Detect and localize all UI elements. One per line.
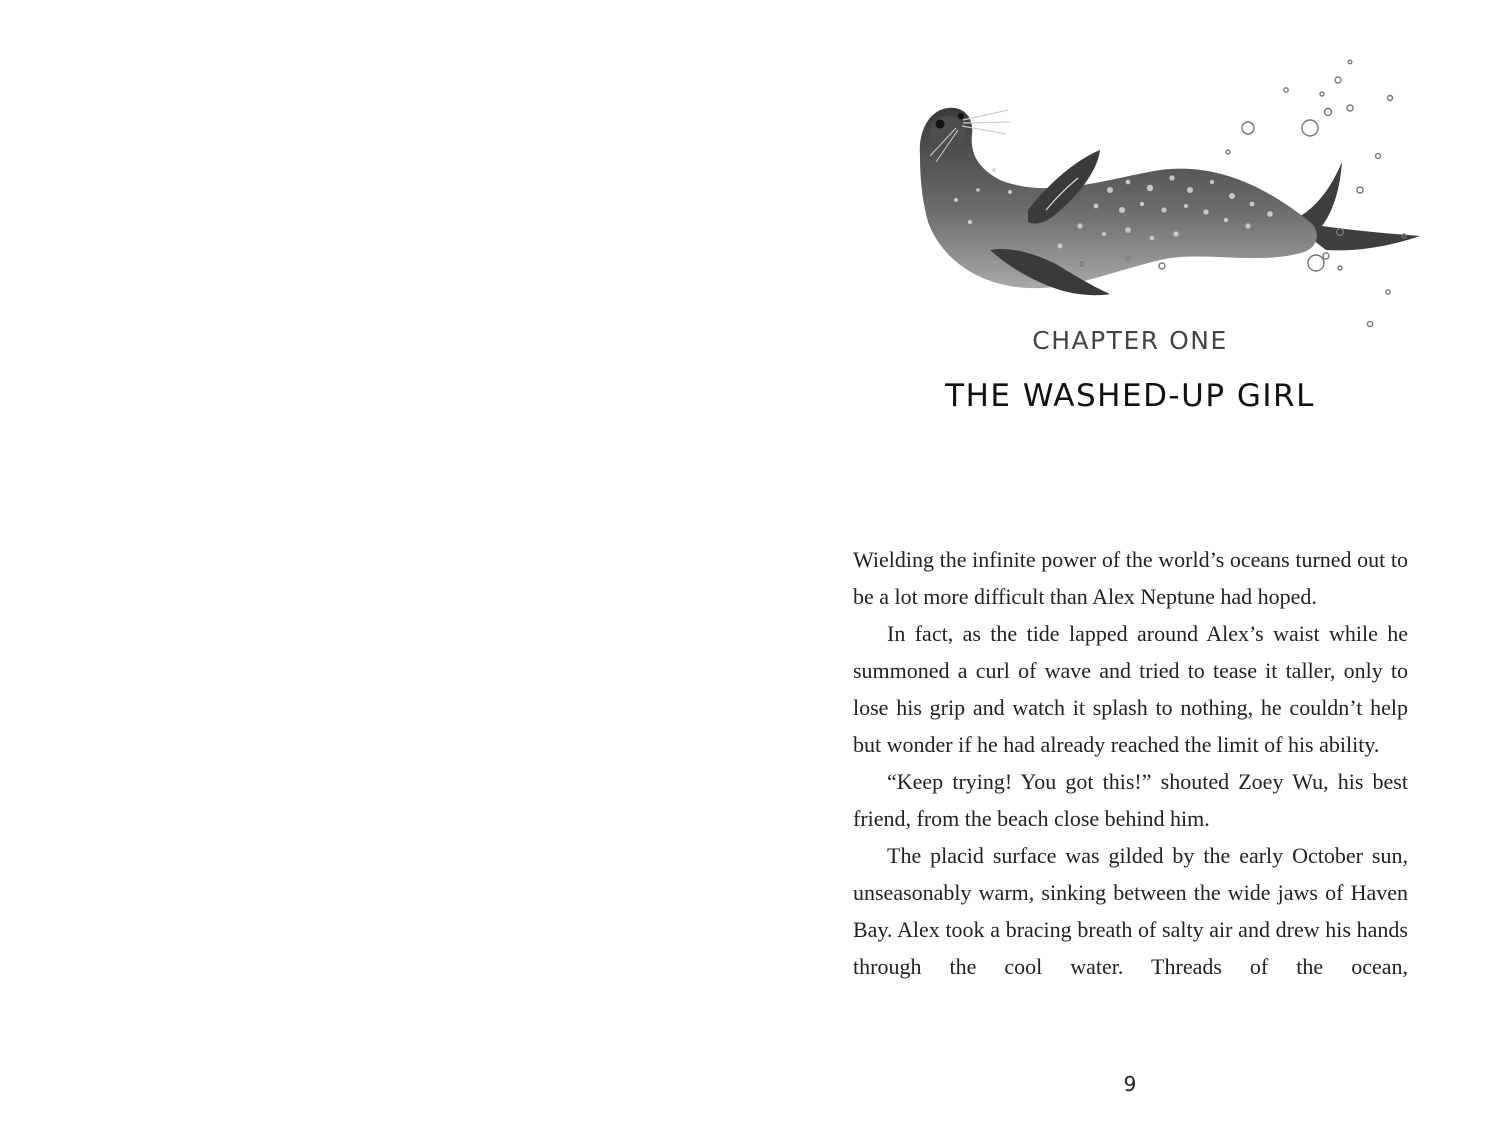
seal-icon: [860, 50, 1440, 350]
paragraph: Wielding the infinite power of the world’s oceans turned out to be a lot more difficult than Alex Neptune had hoped.: [853, 547, 1408, 609]
page-number: 9: [1123, 1072, 1137, 1096]
body-text: [853, 541, 1408, 985]
paragraph: The placid surface was gilded by the early October sun, unseasonably warm, sinking between the wide jaws of Haven Bay. Alex took a bracing breath of salty air and drew his hands through the cool water. Threads of the ocean,: [853, 843, 1408, 979]
paragraph: “Keep trying! You got this!” shouted Zoey Wu, his best friend, from the beach close behind him.: [853, 769, 1408, 831]
chapter-title: THE WASHED-UP GIRL: [945, 378, 1315, 414]
paragraph: In fact, as the tide lapped around Alex’s waist while he summoned a curl of wave and tried to tease it taller, only to lose his grip and watch it splash to nothing, he couldn’t help but wonder if he had already reached the limit of his ability.: [853, 621, 1408, 757]
right-page: [750, 0, 1500, 1143]
chapter-number: CHAPTER ONE: [1032, 326, 1228, 355]
